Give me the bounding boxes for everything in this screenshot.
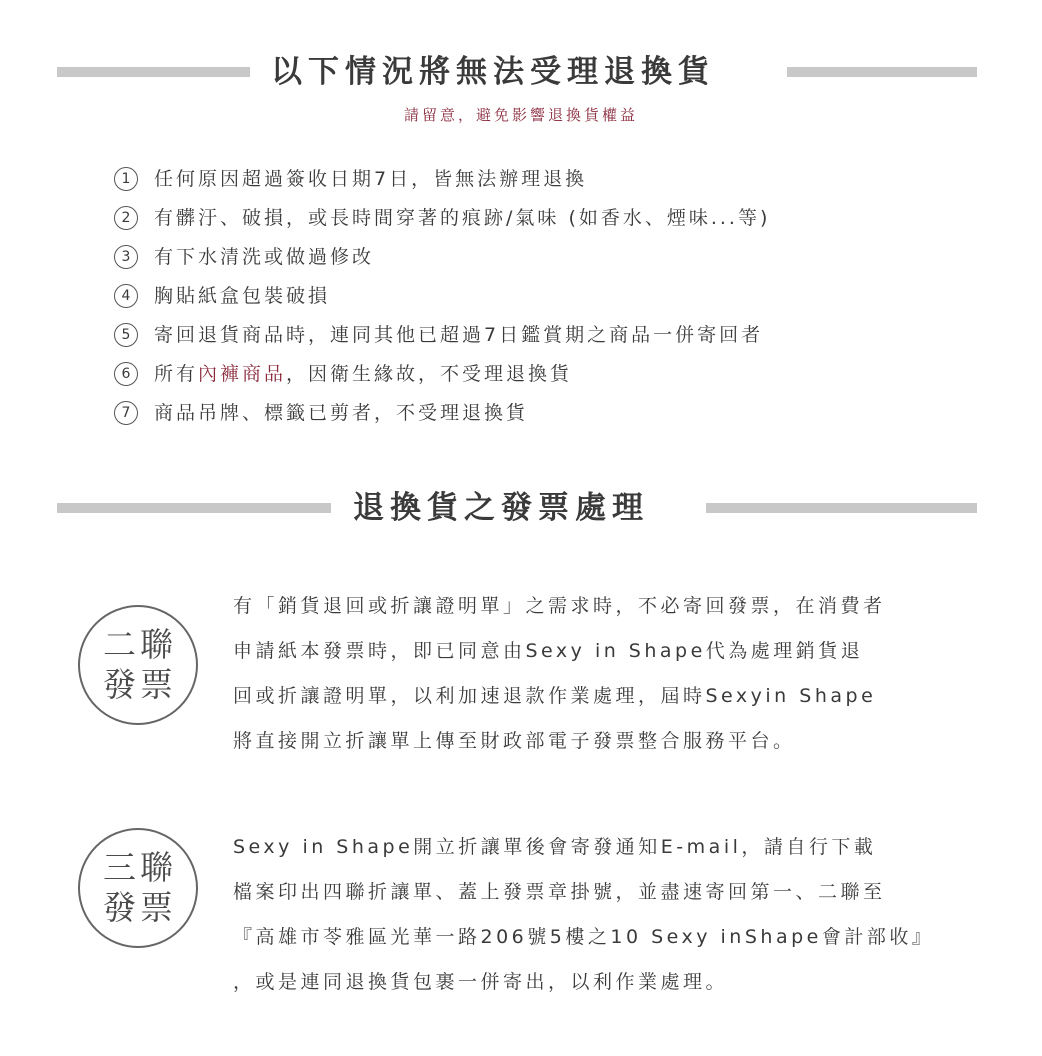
rule-text-suffix: ，因衛生緣故，不受理退換貨 (286, 363, 573, 385)
rule-text: 商品吊牌、標籤已剪者，不受理退換貨 (154, 402, 529, 424)
rule-text: 有下水清洗或做過修改 (154, 246, 375, 268)
number-circle-icon: 5 (114, 323, 138, 347)
rule-item (114, 160, 770, 199)
rule-text-highlight: 內褲商品 (198, 363, 287, 385)
number-circle-icon: 6 (114, 362, 138, 386)
no-return-rules-list (114, 160, 770, 433)
rule-item (114, 238, 770, 277)
rule-item (114, 199, 770, 238)
section-heading-no-return (0, 52, 1042, 92)
paragraph-line: Sexy in Shape開立折讓單後會寄發通知E-mail，請自行下載 (233, 836, 877, 858)
rule-item (114, 316, 770, 355)
badge-line: 發票 (103, 665, 177, 704)
rule-text: 有髒汙、破損，或長時間穿著的痕跡/氣味 (如香水、煙味...等) (154, 207, 771, 229)
paragraph-line: 申請紙本發票時，即已同意由Sexy in Shape代為處理銷貨退 (233, 640, 864, 662)
invoice-type-badge (78, 605, 198, 725)
rule-text: 胸貼紙盒包裝破損 (154, 285, 331, 307)
invoice-type-badge (78, 828, 198, 948)
rule-text: 寄回退貨商品時，連同其他已超過7日鑑賞期之商品一併寄回者 (154, 324, 764, 346)
rule-text: 任何原因超過簽收日期7日，皆無法辦理退換 (154, 168, 588, 190)
section-title: 退換貨之發票處理 (353, 490, 649, 526)
number-circle-icon: 1 (114, 167, 138, 191)
heading-divider-left (57, 503, 331, 513)
heading-divider-right (787, 67, 977, 77)
section-heading-invoice (0, 488, 1042, 528)
paragraph-line: 回或折讓證明單，以利加速退款作業處理，屆時Sexyin Shape (233, 685, 877, 707)
section-title: 以下情況將無法受理退換貨 (271, 54, 715, 90)
number-circle-icon: 4 (114, 284, 138, 308)
paragraph-line: 有「銷貨退回或折讓證明單」之需求時，不必寄回發票，在消費者 (233, 595, 886, 617)
paragraph-line: 檔案印出四聯折讓單、蓋上發票章掛號，並盡速寄回第一、二聯至 (233, 881, 886, 903)
invoice-paragraph (233, 825, 934, 1005)
rule-item (114, 277, 770, 316)
number-circle-icon: 7 (114, 401, 138, 425)
invoice-paragraph (233, 584, 886, 764)
number-circle-icon: 3 (114, 245, 138, 269)
badge-line: 二聯 (103, 625, 177, 664)
heading-divider-left (57, 67, 250, 77)
rule-item (114, 355, 770, 394)
paragraph-line: 『高雄市苓雅區光華一路206號5樓之10 Sexy inShape會計部收』 (233, 926, 935, 948)
rule-item (114, 394, 770, 433)
section-subtitle: 請留意，避免影響退換貨權益 (403, 106, 638, 124)
number-circle-icon: 2 (114, 206, 138, 230)
rule-text-prefix: 所有 (154, 363, 199, 385)
heading-divider-right (706, 503, 977, 513)
paragraph-line: ，或是連同退換貨包裹一併寄出，以利作業處理。 (233, 971, 729, 993)
badge-line: 發票 (103, 888, 177, 927)
paragraph-line: 將直接開立折讓單上傳至財政部電子發票整合服務平台。 (233, 730, 796, 752)
badge-line: 三聯 (103, 848, 177, 887)
